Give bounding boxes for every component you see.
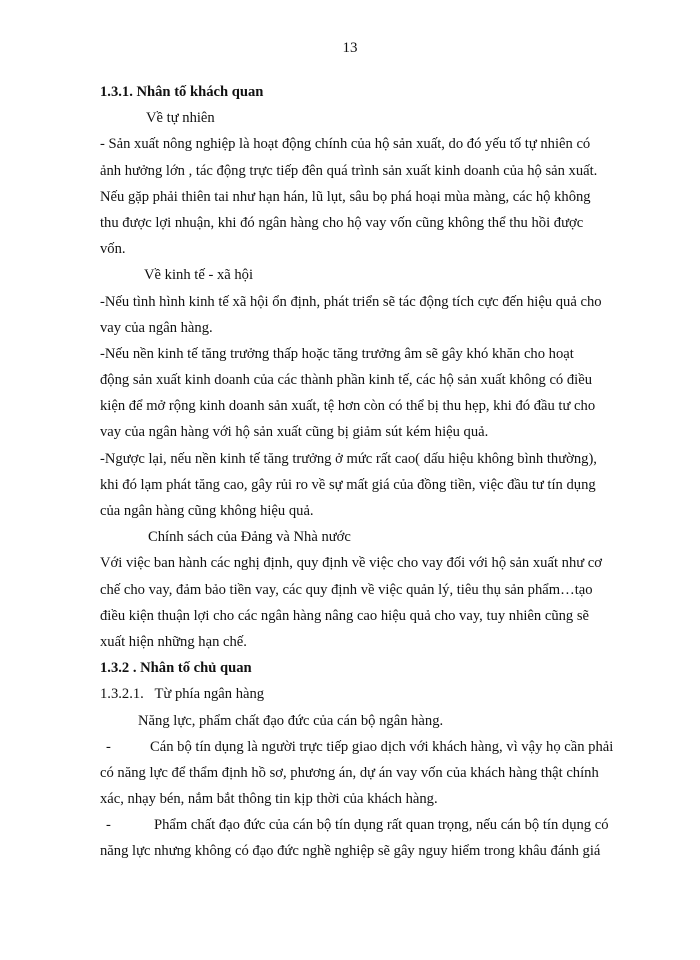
paragraph-line: động sản xuất kinh doanh của các thành phần kinh tế, các hộ sản xuất không có điều (100, 372, 592, 389)
page-number: 13 (342, 40, 358, 56)
paragraph-line: của ngân hàng cũng không hiệu quả. (100, 503, 314, 519)
bullet-text: Phẩm chất đạo đức của cán bộ tín dụng rất quan trọng, nếu cán bộ tín dụng có (154, 817, 609, 834)
heading-1-3-1: 1.3.1. Nhân tố khách quan (100, 84, 264, 100)
paragraph-line: vốn. (100, 241, 126, 258)
paragraph-line: Với việc ban hành các nghị định, quy định về việc cho vay đối với hộ sản xuất như cơ (100, 555, 602, 572)
bullet-item (100, 734, 632, 760)
subheading-policy: Chính sách của Đảng và Nhà nước (148, 529, 351, 546)
paragraph-line: - Sản xuất nông nghiệp là hoạt động chính của hộ sản xuất, do đó yếu tố tự nhiên có (100, 136, 591, 153)
section-title: Từ phía ngân hàng (154, 686, 265, 703)
paragraph-line: có năng lực để thẩm định hồ sơ, phương án, dự án vay vốn của khách hàng thật chính (100, 764, 599, 781)
paragraph-line: thu được lợi nhuận, khi đó ngân hàng cho hộ vay vốn cũng không thể thu hồi được (100, 214, 584, 231)
bullet-dash: - (106, 738, 111, 755)
subheading-staff-capacity: Năng lực, phẩm chất đạo đức của cán bộ ngân hàng. (138, 712, 444, 729)
subheading-natural: Về tự nhiên (146, 110, 215, 127)
heading-1-3-2-1 (100, 681, 632, 707)
page-content (100, 79, 632, 865)
subheading-socio-economic: Về kinh tế - xã hội (144, 267, 254, 284)
paragraph-line: vay của ngân hàng với hộ sản xuất cũng bị giảm sút kém hiệu quả. (100, 424, 489, 441)
paragraph-line: vay của ngân hàng. (100, 319, 213, 336)
bullet-item (100, 812, 632, 838)
paragraph-line: ảnh hưởng lớn , tác động trực tiếp đên quá trình sản xuất kinh doanh của hộ sản xuất. (100, 162, 598, 179)
paragraph-line: Nếu gặp phải thiên tai như hạn hán, lũ lụt, sâu bọ phá hoại mùa màng, các hộ không (100, 188, 591, 205)
paragraph-line: kiện để mở rộng kinh doanh sản xuất, tệ hơn còn có thể bị thu hẹp, khi đó đầu tư cho (100, 398, 596, 415)
bullet-text: Cán bộ tín dụng là người trực tiếp giao dịch với khách hàng, vì vậy họ cần phải (150, 738, 614, 755)
paragraph-line: -Nếu tình hình kinh tế xã hội ổn định, phát triển sẽ tác động tích cực đến hiệu quả cho (100, 293, 602, 310)
paragraph-line: năng lực nhưng không có đạo đức nghề nghiệp sẽ gây nguy hiểm trong khâu đánh giá (100, 843, 601, 860)
paragraph-line: xuất hiện những hạn chế. (100, 633, 247, 650)
paragraph-line: khi đó lạm phát tăng cao, gây rủi ro về sự mất giá của đồng tiền, việc đầu tư tín dụng (100, 476, 596, 493)
paragraph-line: điều kiện thuận lợi cho các ngân hàng nâng cao hiệu quả cho vay, tuy nhiên cũng sẽ (100, 607, 590, 624)
paragraph-line: xác, nhạy bén, nắm bắt thông tin kịp thời của khách hàng. (100, 791, 438, 808)
heading-1-3-2: 1.3.2 . Nhân tố chủ quan (100, 660, 252, 677)
paragraph-line: chế cho vay, đảm bảo tiền vay, các quy định về việc quản lý, tiêu thụ sản phẩm…tạo (100, 581, 593, 598)
paragraph-line: -Nếu nền kinh tế tăng trưởng thấp hoặc tăng trưởng âm sẽ gây khó khăn cho hoạt (100, 345, 574, 362)
paragraph-line: -Ngược lại, nếu nền kinh tế tăng trưởng ở mức rất cao( dấu hiệu không bình thường), (100, 450, 597, 467)
bullet-dash: - (106, 817, 111, 834)
section-number: 1.3.2.1. (100, 686, 144, 703)
